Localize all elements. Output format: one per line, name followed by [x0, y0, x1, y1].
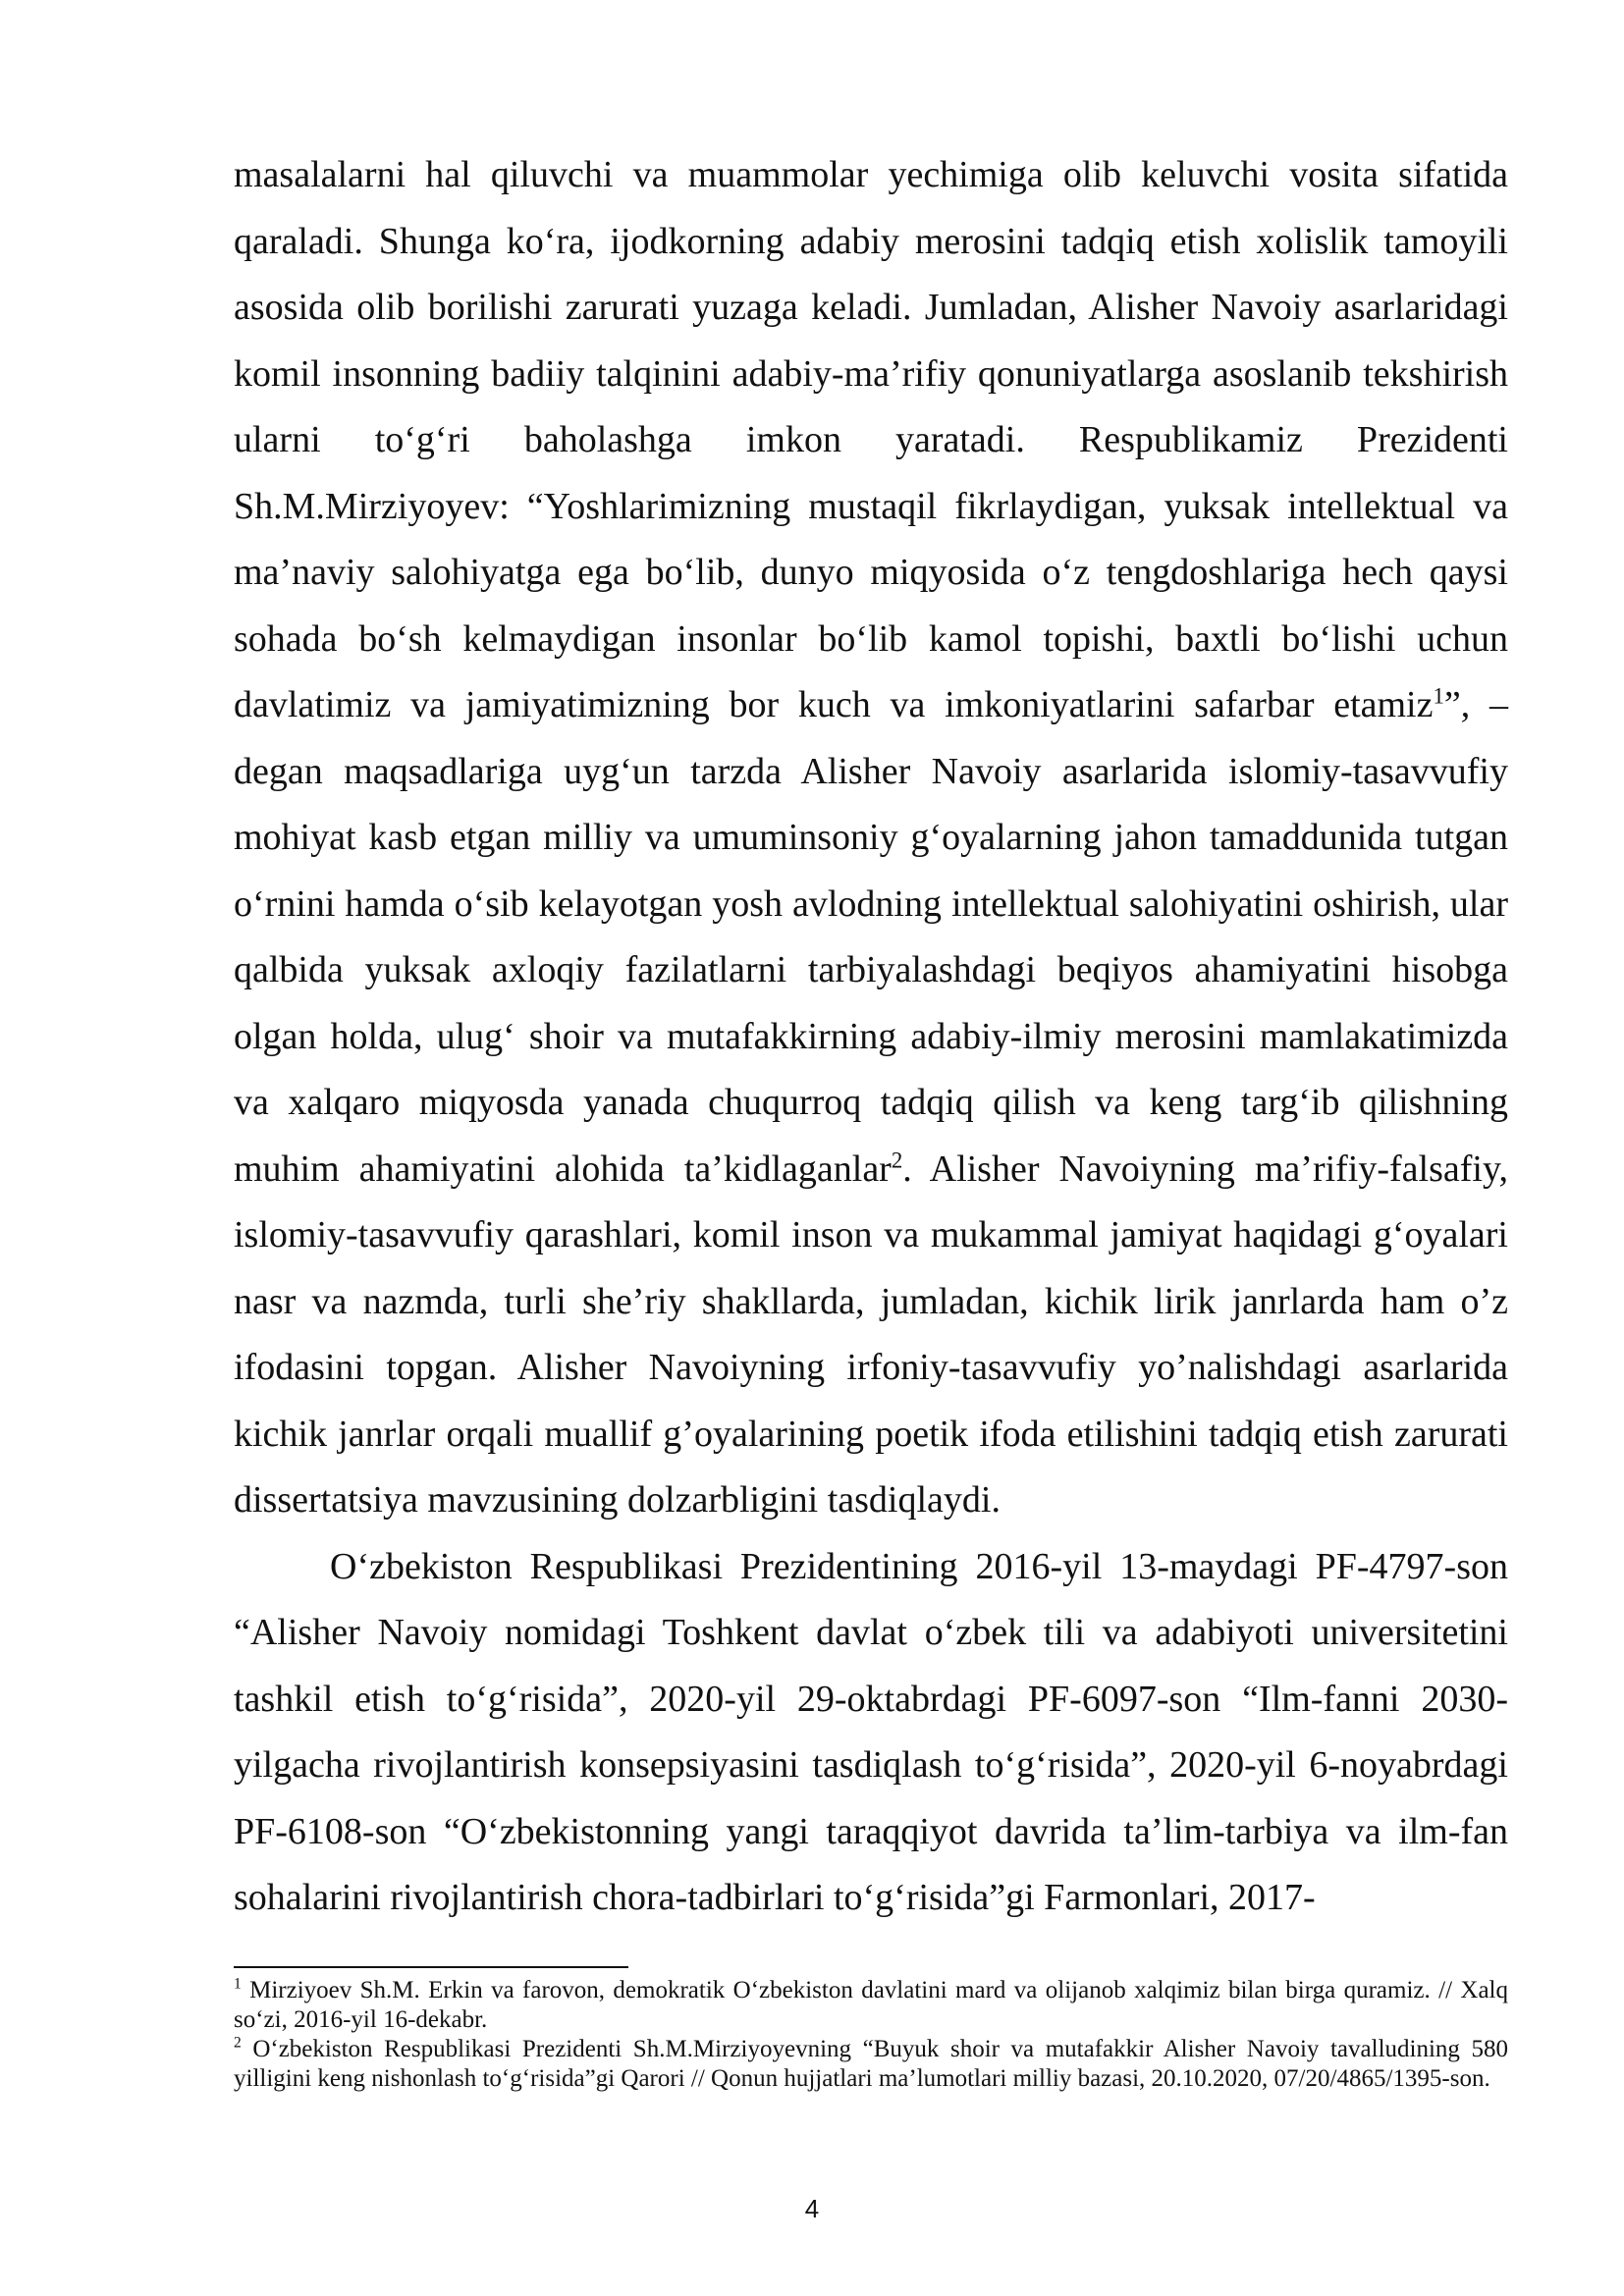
footnote-reference-1: 1: [1433, 683, 1444, 709]
paragraph-1-text-a: masalalarni hal qiluvchi va muammolar yechimiga olib keluvchi vosita sifatida qaraladi. Shunga ko‘ra, ijodkorning adabiy merosini tadqiq etish xolislik tamoyili asosida olib borilishi zarurati yuzaga keladi. Jumladan, Alisher Navoiy asarlaridagi komil insonning badiiy talqinini adabiy-ma’rifiy qonuniyatlarga asoslanib tekshirish ularni to‘g‘ri baholashga imkon yaratadi. Respublikamiz Prezidenti Sh.M.Mirziyoyev: “Yoshlarimizning mustaqil fikrlaydigan, yuksak intellektual va ma’naviy salohiyatga ega bo‘lib, dunyo miqyosida o‘z tengdoshlariga hech qaysi sohada bo‘sh kelmaydigan insonlar bo‘lib kamol topishi, baxtli bo‘lishi uchun davlatimiz va jamiyatimizning bor kuch va imkoniyatlarini safarbar etamiz: [234, 154, 1508, 725]
footnote-1-text: Mirziyoev Sh.M. Erkin va farovon, demokratik O‘zbekiston davlatini mard va olijanob xalqimiz bilan birga quramiz. // Xalq so‘zi, 2016-yil 16-dekabr.: [234, 1977, 1508, 2033]
footnote-2-number: 2: [234, 2034, 242, 2052]
footnote-1-number: 1: [234, 1975, 242, 1993]
paragraph-2: O‘zbekiston Respublikasi Prezidentining 2016-yil 13-maydagi PF-4797-son “Alisher Navoiy nomidagi Toshkent davlat o‘zbek tili va adabiyoti universitetini tashkil etish to‘g‘risida”, 2020-yil 29-oktabrdagi PF-6097-son “Ilm-fanni 2030-yilgacha rivojlantirish konsepsiyasini tasdiqlash to‘g‘risida”, 2020-yil 6-noyabrdagi PF-6108-son “O‘zbekistonning yangi taraqqiyot davrida ta’lim-tarbiya va ilm-fan sohalarini rivojlantirish chora-tadbirlari to‘g‘risida”gi Farmonlari, 2017-: [234, 1545, 1508, 1918]
footnote-1: [234, 1976, 1508, 2035]
footnote-separator: [234, 1966, 628, 1968]
main-text: [234, 142, 1508, 1932]
page-number: 4: [804, 2194, 820, 2223]
paragraph-1: [234, 142, 1508, 1534]
paragraph-1-text-c: . Alisher Navoiyning ma’rifiy-falsafiy, islomiy-tasavvufiy qarashlari, komil inson va mukammal jamiyat haqidagi g‘oyalari nasr va nazmda, turli she’riy shakllarda, jumladan, kichik lirik janrlarda ham o’z ifodasini topgan. Alisher Navoiyning irfoniy-tasavvufiy yo’nalishdagi asarlarida kichik janrlar orqali muallif g’oyalarining poetik ifoda etilishini tadqiq etish zarurati dissertatsiya mavzusining dolzarbligini tasdiqlaydi.: [234, 1148, 1508, 1521]
footnote-reference-2: 2: [891, 1147, 903, 1172]
footnotes: [234, 1976, 1508, 2094]
footnote-2: [234, 2035, 1508, 2094]
paragraph-1-text-b: ”, – degan maqsadlariga uyg‘un tarzda Alisher Navoiy asarlarida islomiy-tasavvufiy mohiyat kasb etgan milliy va umuminsoniy g‘oyalarning jahon tamaddunida tutgan o‘rnini hamda o‘sib kelayotgan yosh avlodning intellektual salohiyatini oshirish, ular qalbida yuksak axloqiy fazilatlarni tarbiyalashdagi beqiyos ahamiyatini hisobga olgan holda, ulug‘ shoir va mutafakkirning adabiy-ilmiy merosini mamlakatimizda va xalqaro miqyosda yanada chuqurroq tadqiq qilish va keng targ‘ib qilishning muhim ahamiyatini alohida ta’kidlaganlar: [234, 684, 1508, 1190]
footnote-2-text: O‘zbekiston Respublikasi Prezidenti Sh.M.Mirziyoyevning “Buyuk shoir va mutafakkir Alisher Navoiy tavalludining 580 yilligini keng nishonlash to‘g‘risida”gi Qarori // Qonun hujjatlari ma’lumotlari milliy bazasi, 20.10.2020, 07/20/4865/1395-son.: [234, 2036, 1508, 2092]
